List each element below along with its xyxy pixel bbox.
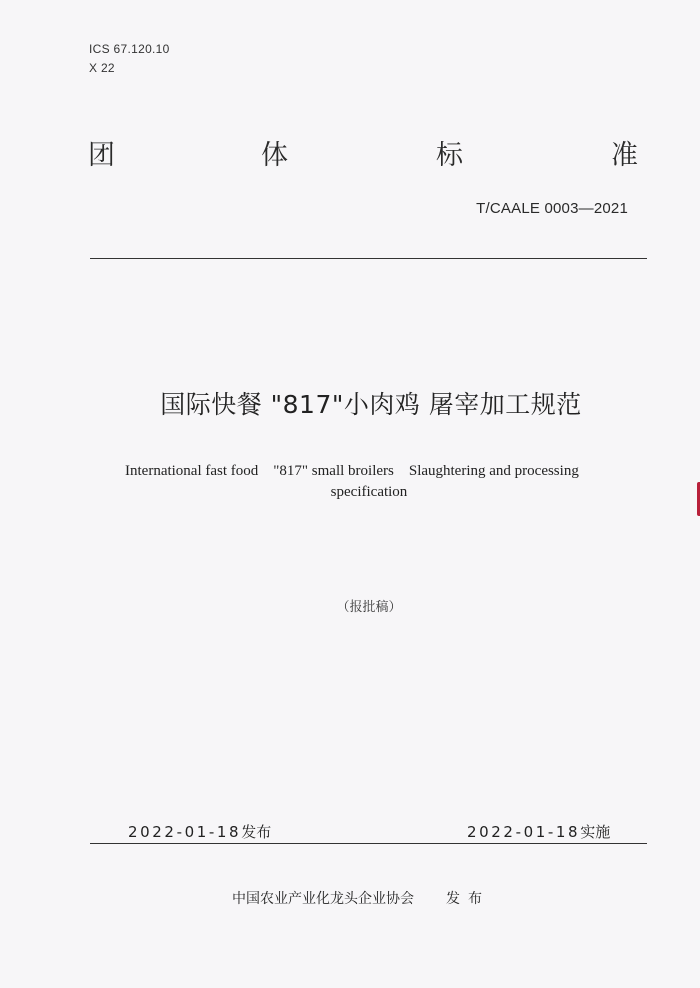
issuer	[0, 888, 700, 908]
publish-date-suffix: 发布	[241, 823, 272, 841]
title-chinese: 国际快餐 "817"小肉鸡 屠宰加工规范	[160, 390, 582, 419]
implement-date-value: 2022-01-18	[467, 823, 581, 841]
issuer-name: 中国农业产业化龙头企业协会	[232, 891, 414, 907]
standard-type-char-1: 团	[88, 140, 115, 171]
top-divider	[90, 258, 647, 259]
title-english-line2: specification	[330, 484, 408, 500]
publish-date	[128, 821, 271, 842]
standard-type-char-3: 标	[436, 140, 463, 171]
ics-code: ICS 67.120.10	[89, 42, 170, 56]
ccs-code: X 22	[89, 61, 115, 75]
bottom-divider	[90, 843, 647, 844]
implement-date	[467, 821, 610, 842]
standard-type-char-4: 准	[611, 140, 638, 171]
implement-date-suffix: 实施	[580, 823, 611, 841]
publish-date-value: 2022-01-18	[128, 823, 242, 841]
issuer-action: 发布	[446, 891, 490, 907]
standard-type-char-2: 体	[261, 140, 288, 171]
draft-status-label: （报批稿）	[336, 600, 402, 615]
standard-code: T/CAALE 0003—2021	[476, 200, 628, 217]
title-english-line1: International fast food "817" small broilers Slaughtering and processing	[125, 463, 579, 479]
